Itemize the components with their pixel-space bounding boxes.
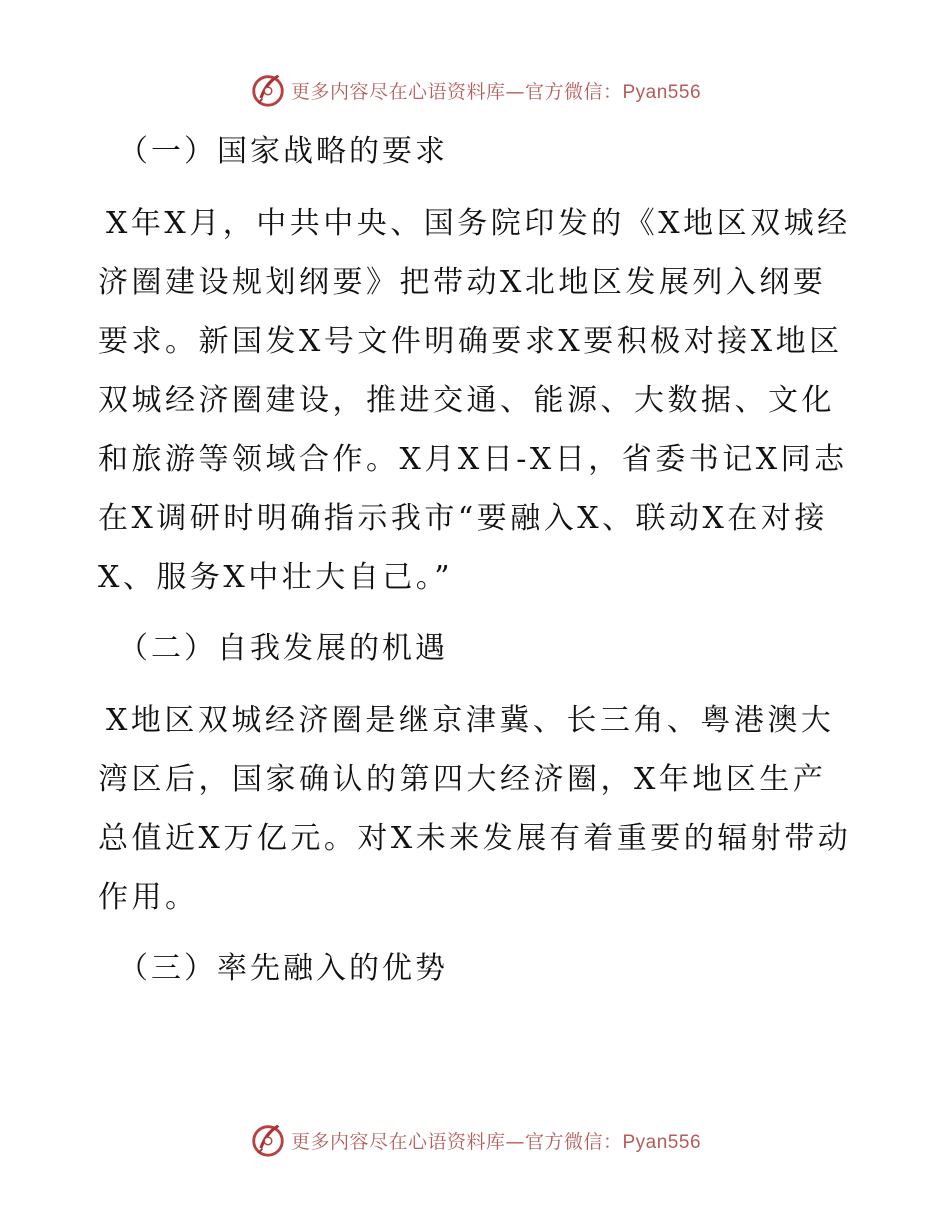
section-heading-3: （三）率先融入的优势 <box>118 951 448 986</box>
section-paragraph-2: X地区双城经济圈是继京津冀、长三角、粤港澳大湾区后，国家确认的第四大经济圈，X年地区生产总值近X万亿元。对X未来发展有着重要的辐射带动作用。 <box>98 703 852 915</box>
watermark-text: 更多内容尽在心语资料库—官方微信： <box>290 80 623 103</box>
feather-pen-logo-icon <box>249 1121 287 1159</box>
wechat-id: Pyan556 <box>622 1131 702 1153</box>
document-body <box>98 118 858 1011</box>
footer-watermark <box>0 1120 950 1160</box>
header-watermark <box>0 70 950 110</box>
feather-pen-logo-icon <box>249 71 287 109</box>
watermark-text: 更多内容尽在心语资料库—官方微信： <box>290 1130 623 1153</box>
section-paragraph-1: X年X月，中共中央、国务院印发的《X地区双城经济圈建设规划纲要》把带动X北地区发展列入纲要要求。新国发X号文件明确要求X要积极对接X地区双城经济圈建设，推进交通、能源、大数据、文化和旅游等领域合作。X月X日-X日，省委书记X同志在X调研时明确指示我市“要融入X、联动X在对接X、服务X中壮大自己。” <box>98 206 851 595</box>
wechat-id: Pyan556 <box>622 81 702 103</box>
section-heading-1: （一）国家战略的要求 <box>118 134 448 169</box>
section-heading-2: （二）自我发展的机遇 <box>118 631 448 666</box>
